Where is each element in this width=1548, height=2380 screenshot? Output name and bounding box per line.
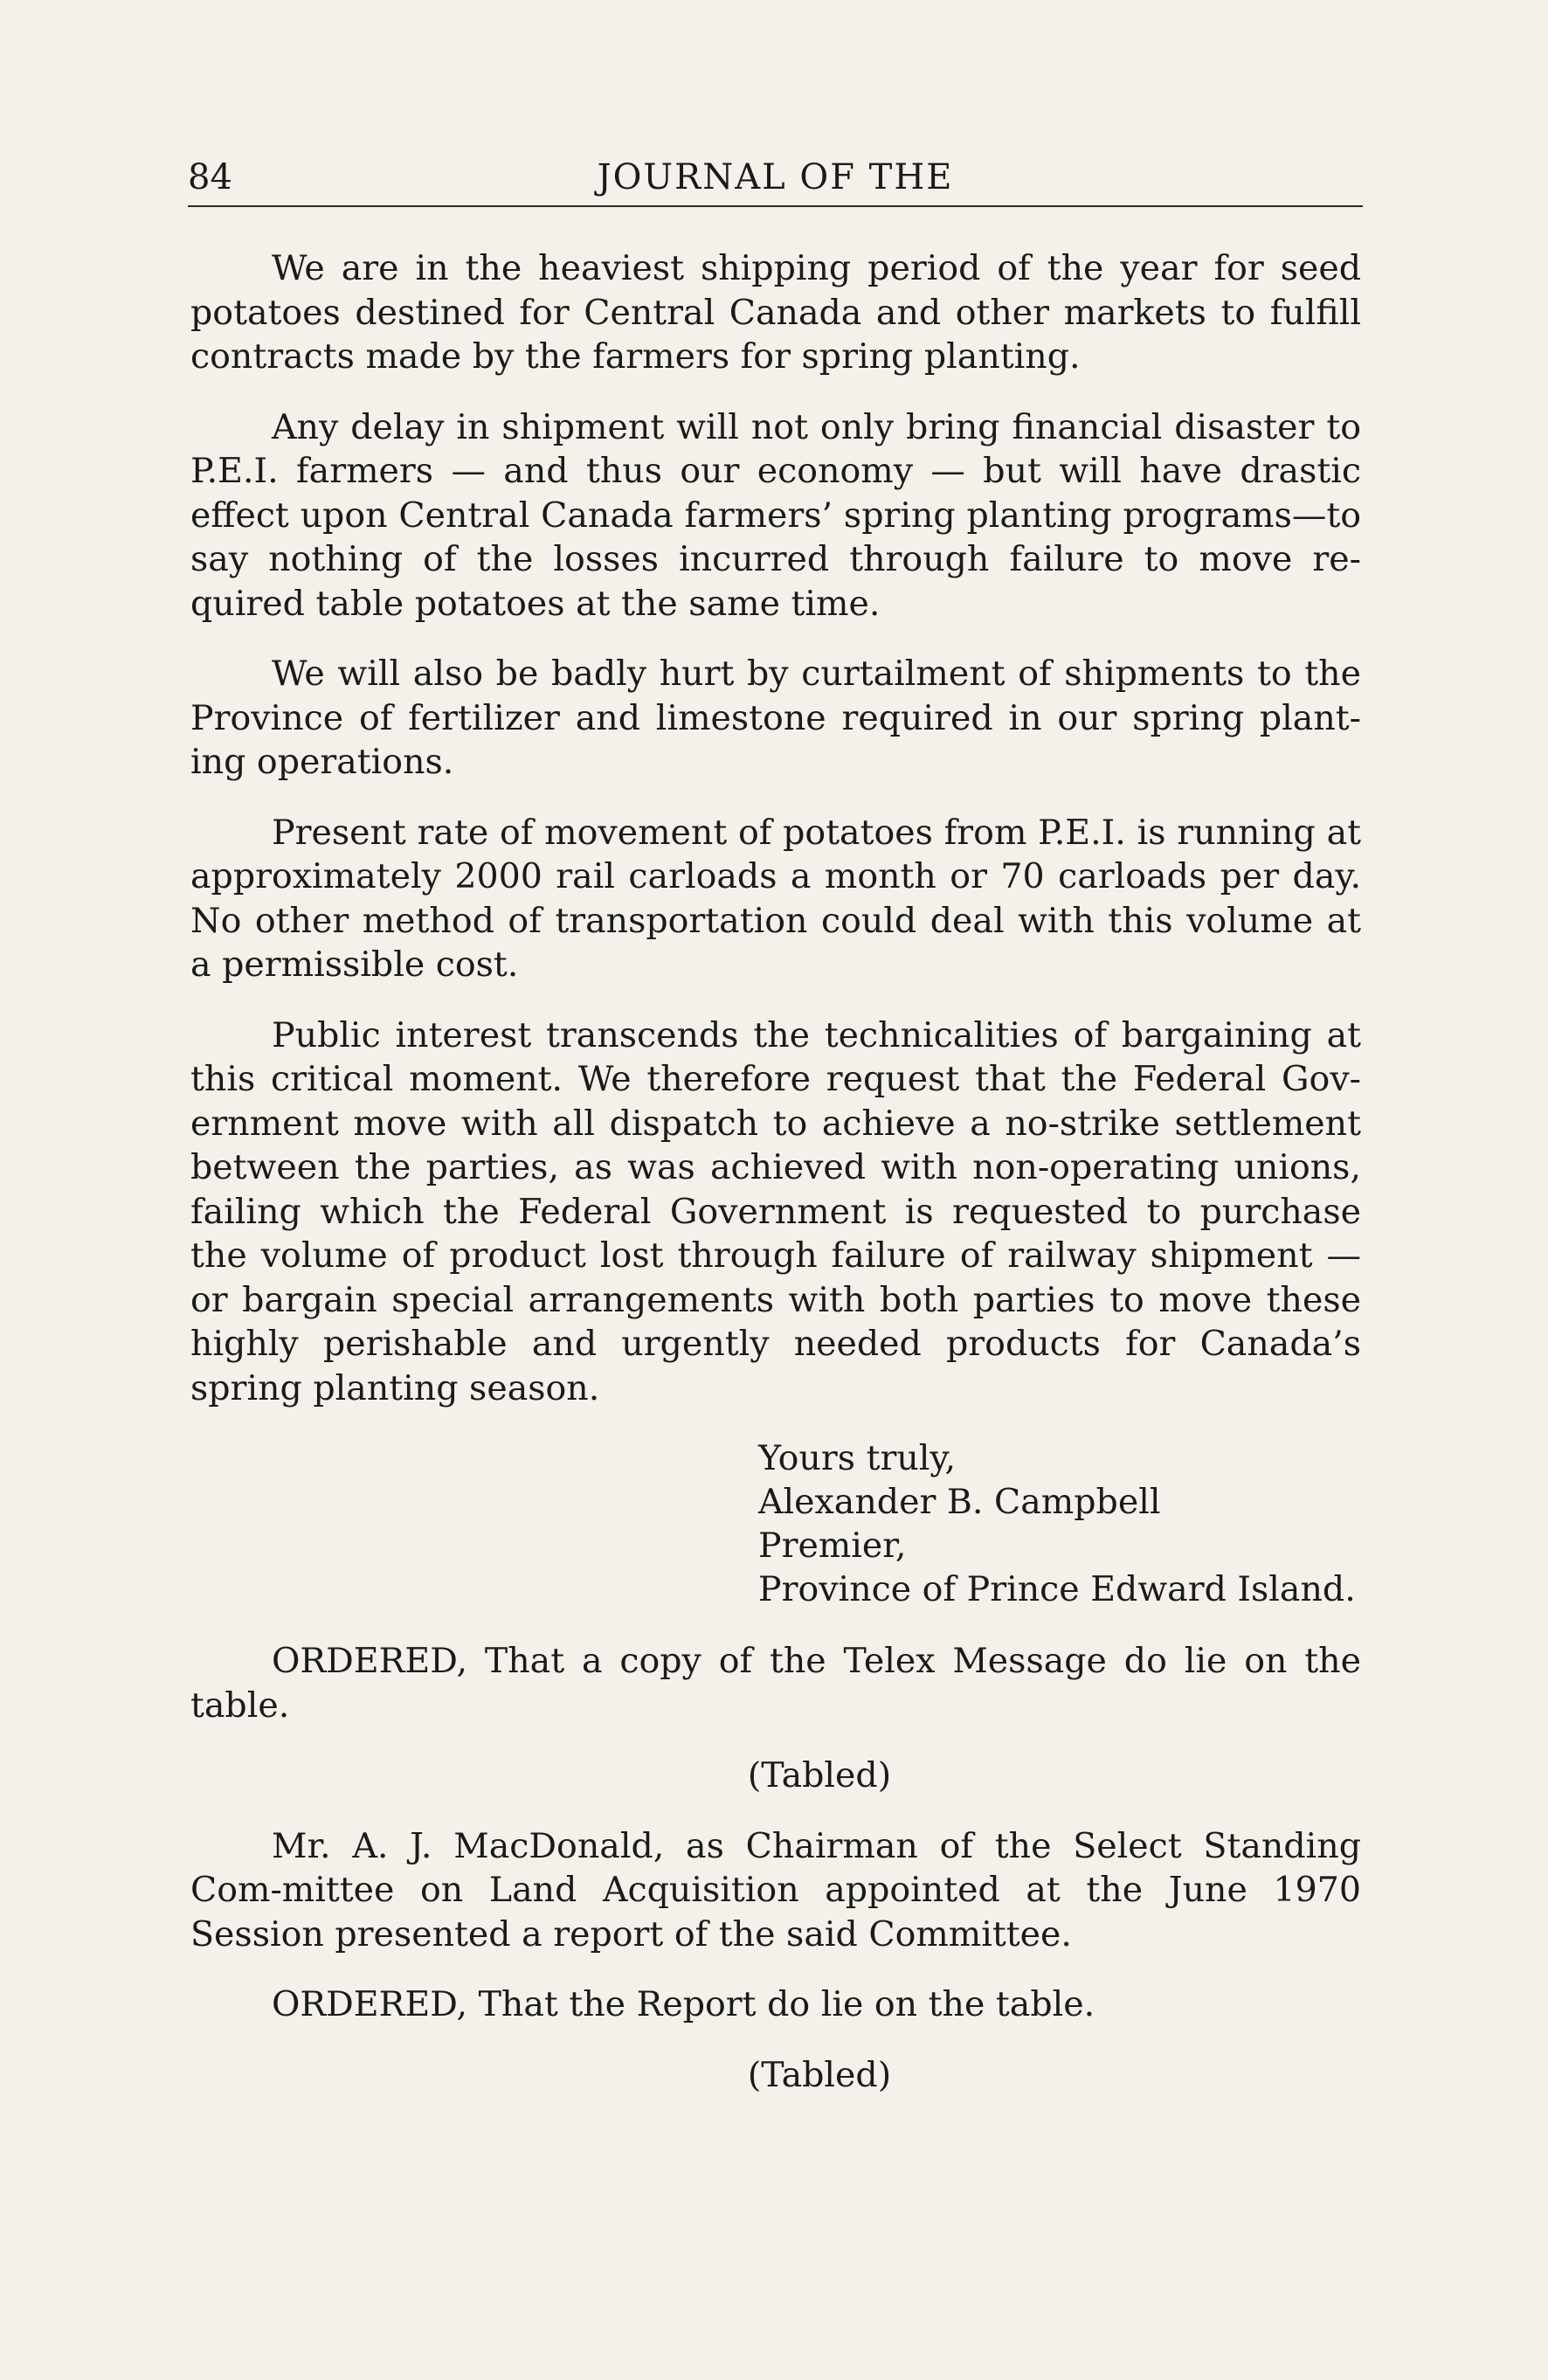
page-header bbox=[188, 150, 1363, 203]
document-body bbox=[190, 246, 1361, 2123]
signature-title: Premier, bbox=[758, 1526, 907, 1566]
running-head: JOURNAL OF THE bbox=[597, 157, 954, 197]
signature-office: Province of Prince Edward Island. bbox=[758, 1569, 1356, 1609]
paragraph-public-interest: Public interest transcends the technicalities of bargaining at this critical moment. We therefore request that the Federal Gov-ernment move with all dispatch to achieve a no-strike settlement between the parties, as was achieved with non-operating unions, failing which the Federal Government is requested to purchase the volume of product lost through failure of railway shipment — or bargain special arrangements with both parties to move these highly perishable and urgently needed products for Canada’s spring planting season. bbox=[190, 1014, 1361, 1408]
ordered-report: ORDERED, That the Report do lie on the table. bbox=[272, 1984, 1095, 2024]
tabled-note: (Tabled) bbox=[747, 1755, 892, 1795]
page-number: 84 bbox=[188, 157, 232, 197]
macdonald-report: Mr. A. J. MacDonald, as Chairman of the Select Standing Com-mittee on Land Acquisition appointed at the June 1970 Session presented a report of the said Committee. bbox=[190, 1825, 1361, 1955]
paragraph-movement-rate: Present rate of movement of potatoes from P.E.I. is running at approximately 2000 rail carloads a month or 70 carloads per day. No other method of transportation could deal with this volume at a permissible cost. bbox=[190, 812, 1361, 985]
tabled-note: (Tabled) bbox=[747, 2054, 892, 2095]
signature-closing: Yours truly, bbox=[758, 1438, 957, 1478]
header-rule bbox=[188, 205, 1363, 207]
ordered-telex: ORDERED, That a copy of the Telex Message do lie on the table. bbox=[190, 1641, 1361, 1726]
signature-name: Alexander B. Campbell bbox=[758, 1482, 1161, 1522]
paragraph-fertilizer: We will also be badly hurt by curtailment of shipments to the Province of fertilizer and limestone required in our spring plant-ing operations. bbox=[190, 654, 1361, 782]
paragraph-delay: Any delay in shipment will not only bring financial disaster to P.E.I. farmers — and thus our economy — but will have drastic effect upon Central Canada farmers’ spring planting programs—to say nothing of the losses incurred through failure to move re-quired table potatoes at the same time. bbox=[190, 406, 1361, 624]
paragraph-shipping-period: We are in the heaviest shipping period of the year for seed potatoes destined for Central Canada and other markets to fulfill contracts made by the farmers for spring planting. bbox=[190, 248, 1361, 377]
signature-block bbox=[758, 1436, 1361, 1611]
